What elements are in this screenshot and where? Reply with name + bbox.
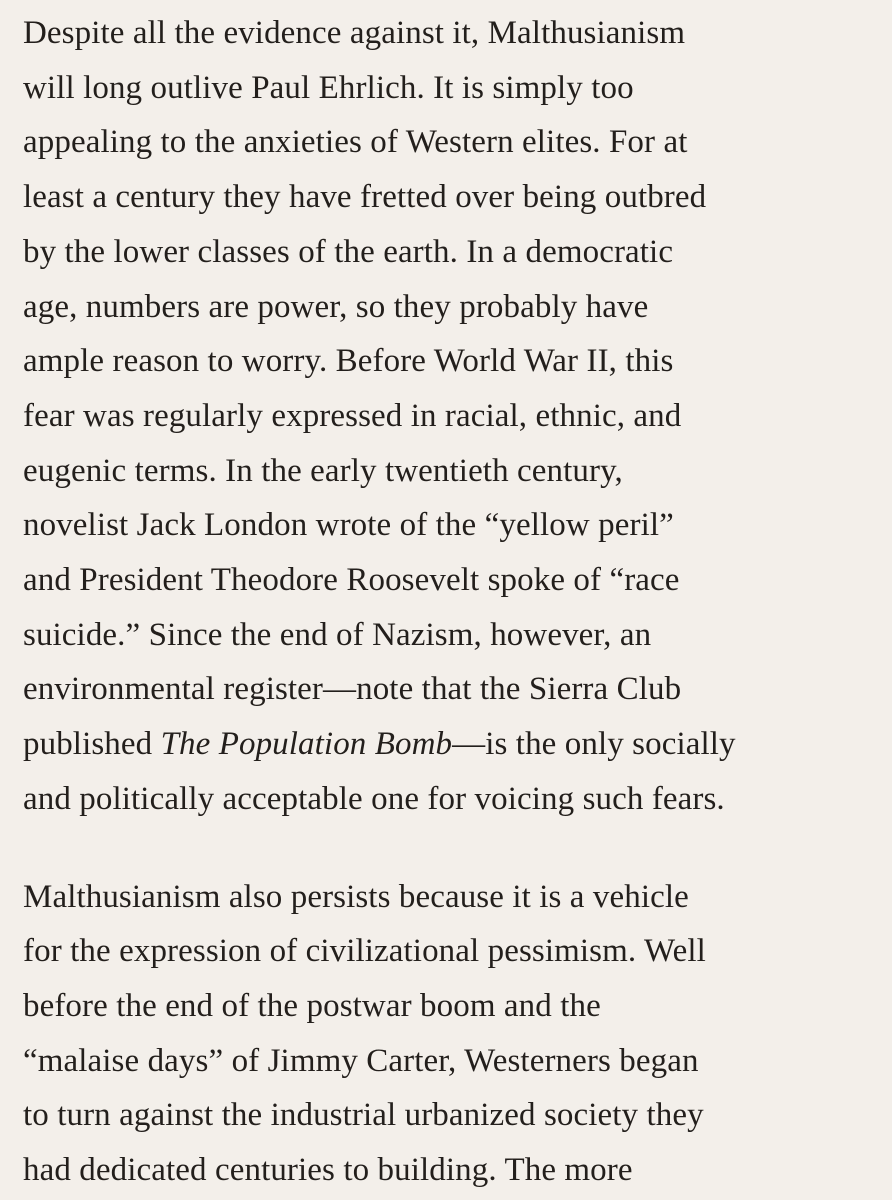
text-line: had dedicated centuries to building. The more	[23, 1152, 633, 1189]
text-line: to turn against the industrial urbanized society they	[23, 1097, 704, 1134]
text-line: by the lower classes of the earth. In a democratic	[23, 233, 674, 270]
text-line: least a century they have fretted over being outbred	[23, 179, 707, 216]
text-line: Despite all the evidence against it, Malthusianism	[23, 15, 686, 51]
article-body	[23, 6, 883, 1198]
text-line: fear was regularly expressed in racial, ethnic, and	[23, 397, 682, 434]
text-line: eugenic terms. In the early twentieth century,	[23, 452, 623, 489]
text-fragment: published	[23, 726, 161, 763]
paragraph-1	[23, 6, 883, 827]
text-line: and President Theodore Roosevelt spoke of “race	[23, 562, 680, 599]
text-line: and politically acceptable one for voicing such fears.	[23, 780, 725, 817]
text-line: Malthusianism also persists because it is a vehicle	[23, 878, 689, 915]
text-line: for the expression of civilizational pessimism. Well	[23, 933, 706, 970]
text-line: ample reason to worry. Before World War II, this	[23, 343, 674, 380]
text-line: appealing to the anxieties of Western elites. For at	[23, 124, 688, 161]
text-line: “malaise days” of Jimmy Carter, Westerners began	[23, 1042, 699, 1079]
text-line: suicide.” Since the end of Nazism, however, an	[23, 616, 652, 653]
text-line: age, numbers are power, so they probably have	[23, 288, 649, 325]
text-fragment: —is the only socially	[452, 726, 736, 763]
text-line: before the end of the postwar boom and the	[23, 987, 601, 1024]
paragraph-2	[23, 870, 883, 1198]
text-line: novelist Jack London wrote of the “yellow peril”	[23, 507, 674, 544]
text-line: will long outlive Paul Ehrlich. It is simply too	[23, 69, 634, 106]
text-line: environmental register—note that the Sierra Club	[23, 671, 682, 708]
text-line	[23, 717, 883, 772]
book-title: The Population Bomb	[160, 726, 453, 763]
